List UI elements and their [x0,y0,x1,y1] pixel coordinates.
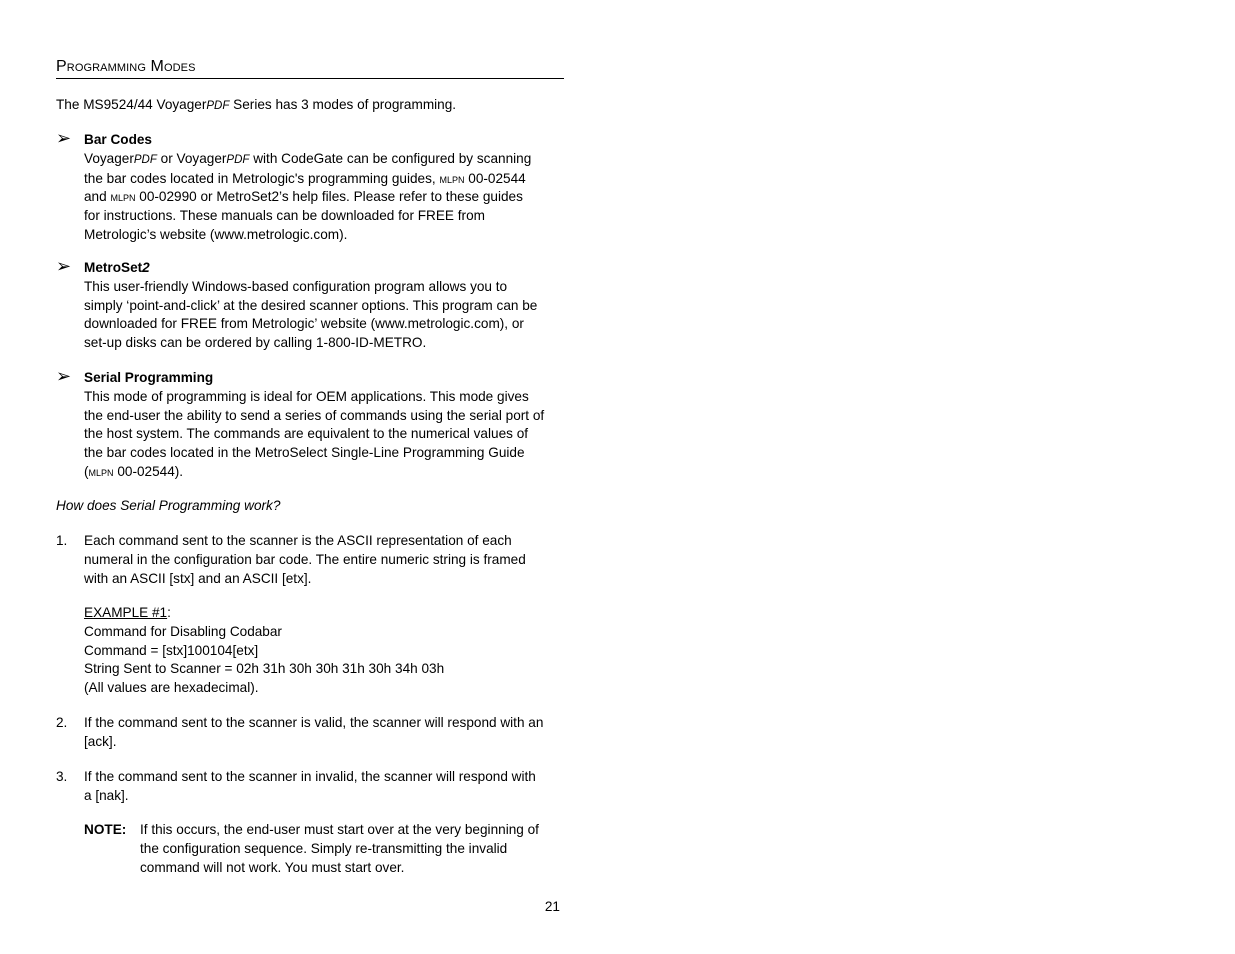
body-line: (mlpn 00-02544). [84,463,184,479]
manual-page [56,0,564,954]
body-line: the bar codes located in the MetroSelect Single-Line Programming Guide [84,445,525,461]
arrow-bullet-icon: ➢ [56,256,72,276]
section-heading: Programming Modes [56,56,564,79]
body-line: VoyagerPDF or VoyagerPDF with CodeGate can be configured by scanning [84,150,532,166]
body-line: Metrologic’s website (www.metrologic.com). [84,226,348,242]
body-line: This mode of programming is ideal for OEM applications. This mode gives [84,388,529,404]
item-text: Each command sent to the scanner is the ASCII representation of each numeral in the configuration bar code. The entire numeric string is framed with an ASCII [stx] and an ASCII [etx]. [84,533,526,586]
item-number: 1. [56,533,68,548]
item-number: 3. [56,769,68,784]
bullet-title: MetroSet2 [84,260,150,275]
arrow-bullet-icon: ➢ [56,366,72,386]
body-line: for instructions. These manuals can be downloaded for FREE from [84,208,485,224]
note-label: NOTE: [84,822,127,837]
body-line: and mlpn 00-02990 or MetroSet2’s help files. Please refer to these guides [84,189,523,205]
arrow-bullet-icon: ➢ [56,128,72,148]
body-line: set-up disks can be ordered by calling 1-800-ID-METRO. [84,335,427,351]
intro-text-start: The MS9524/44 Voyager [56,97,207,112]
body-line: the end-user the ability to send a series of commands using the serial port of [84,407,545,423]
item-text: If the command sent to the scanner in invalid, the scanner will respond with a [nak]. [84,769,536,803]
intro-pdf-mark: PDF [206,100,230,112]
example-label: EXAMPLE #1: [84,605,171,620]
page-number: 21 [544,899,560,914]
intro-text-end: Series has 3 modes of programming. [229,97,457,112]
body-line: the bar codes located in Metrologic's programming guides, mlpn 00-02544 [84,170,526,186]
example-line: Command for Disabling Codabar [84,623,282,639]
bullet-body [84,278,564,353]
item-text: If the command sent to the scanner is valid, the scanner will respond with an [ack]. [84,715,544,749]
example-line: (All values are hexadecimal). [84,680,259,696]
example-block [84,604,444,698]
item-number: 2. [56,715,68,730]
section-question: How does Serial Programming work? [56,498,281,513]
body-line: downloaded for FREE from Metrologic’ website (www.metrologic.com), or [84,316,524,332]
bullet-title: Serial Programming [84,370,214,385]
note-text: If this occurs, the end-user must start over at the very beginning of the configuration sequence. Simply re-transmitting the invalid command will not work. You must start over. [140,822,539,875]
bullet-title: Bar Codes [84,132,152,147]
intro-paragraph [56,96,456,116]
example-line: Command = [stx]100104[etx] [84,642,259,658]
bullet-body [84,388,564,482]
body-line: simply ‘point-and-click’ at the desired scanner options. This program can be [84,297,538,313]
body-line: the host system. The commands are equivalent to the numerical values of [84,426,529,442]
bullet-body [84,150,564,245]
body-line: This user-friendly Windows-based configuration program allows you to [84,278,508,294]
example-line: String Sent to Scanner = 02h 31h 30h 30h 31h 30h 34h 03h [84,661,445,677]
